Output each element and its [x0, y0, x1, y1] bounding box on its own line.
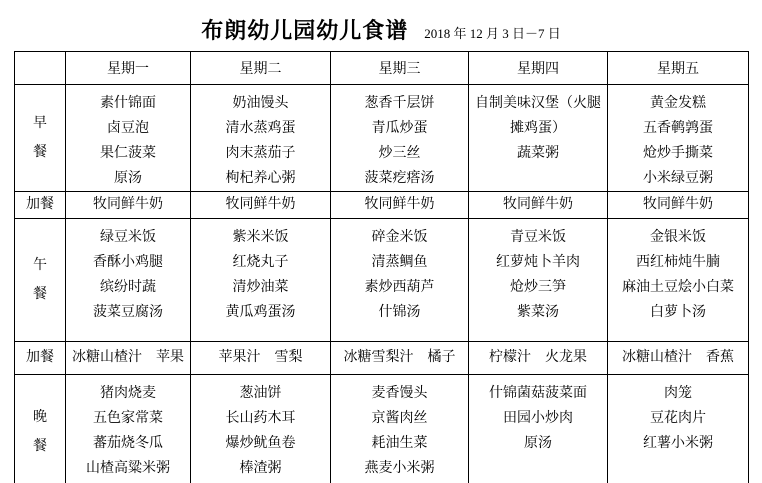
corner-cell — [15, 52, 66, 85]
dish-line: 牧同鲜牛奶 — [503, 197, 573, 212]
dish-line: 清炒油菜 — [232, 280, 289, 295]
dish-line: 餐 — [33, 286, 47, 302]
dish-line: 紫米米饭 — [232, 230, 289, 245]
dish-line: 加餐 — [26, 197, 54, 212]
dish-line: 苹果汁 雪梨 — [218, 350, 303, 365]
dish-line: 晚 — [33, 409, 47, 425]
dish-line: 牧同鲜牛奶 — [643, 197, 713, 212]
dish-line: 冰糖山楂汁 苹果 — [72, 350, 184, 365]
dish-line: 长山药木耳 — [225, 411, 296, 426]
cell-breakfast-monday — [66, 85, 191, 192]
dish-line: 清蒸鲷鱼 — [371, 255, 428, 270]
dish-line: 枸杞养心粥 — [225, 171, 296, 186]
dish-line: 炝炒手撕菜 — [643, 146, 713, 161]
dish-line: 五色家常菜 — [93, 411, 163, 426]
dish-line: 餐 — [33, 144, 47, 160]
day-header-tuesday: 星期二 — [191, 52, 331, 85]
dish-line: 什锦菌菇菠菜面 — [489, 386, 587, 401]
dish-line: 红薯小米粥 — [643, 436, 713, 451]
dish-line: 什锦汤 — [378, 305, 421, 320]
dish-line: 原汤 — [114, 171, 142, 186]
dish-line: 菠菜豆腐汤 — [93, 305, 163, 320]
day-header-wednesday: 星期三 — [331, 52, 469, 85]
dish-line: 耗油生菜 — [371, 436, 428, 451]
cell-lunch-friday — [608, 219, 749, 342]
row-label-breakfast — [15, 85, 66, 192]
page-header — [0, 14, 762, 45]
breakfast-row — [15, 85, 749, 192]
cell-lunch-tuesday — [191, 219, 331, 342]
dish-line: 炒三丝 — [378, 146, 421, 161]
cell-breakfast-wednesday — [331, 85, 469, 192]
cell-snack2-tuesday — [191, 342, 331, 375]
dish-line: 牧同鲜牛奶 — [225, 197, 296, 212]
morning-snack-row — [15, 192, 749, 219]
dish-line: 红烧丸子 — [232, 255, 289, 270]
cell-snack1-monday — [66, 192, 191, 219]
dish-line: 餐 — [33, 438, 47, 454]
dinner-row — [15, 375, 749, 483]
dish-line: 田园小炒肉 — [503, 411, 573, 426]
row-label-lunch — [15, 219, 66, 342]
cell-breakfast-thursday — [469, 85, 608, 192]
dish-line: 柠檬汁 火龙果 — [489, 350, 587, 365]
dish-line: 午 — [33, 257, 47, 273]
dish-line: 卤豆泡 — [107, 121, 149, 136]
dish-line: 京酱肉丝 — [371, 411, 428, 426]
day-header-monday: 星期一 — [66, 52, 191, 85]
dish-line: 自制美味汉堡（火腿 — [475, 96, 601, 111]
dish-line: 蕃茄烧冬瓜 — [93, 436, 163, 451]
day-header-friday: 星期五 — [608, 52, 749, 85]
dish-line: 西红柿炖牛腩 — [636, 255, 720, 270]
dish-line: 冰糖山楂汁 香蕉 — [622, 350, 734, 365]
header-row — [15, 52, 749, 85]
dish-line: 牧同鲜牛奶 — [364, 197, 435, 212]
dish-line: 青豆米饭 — [510, 230, 566, 245]
dish-line: 五香鹌鹑蛋 — [643, 121, 713, 136]
row-label-snack-2 — [15, 342, 66, 375]
cell-lunch-wednesday — [331, 219, 469, 342]
cell-snack1-thursday — [469, 192, 608, 219]
dish-line: 小米绿豆粥 — [643, 171, 713, 186]
cell-dinner-tuesday — [191, 375, 331, 483]
dish-line: 绿豆米饭 — [100, 230, 156, 245]
cell-snack1-tuesday — [191, 192, 331, 219]
cell-snack2-monday — [66, 342, 191, 375]
dish-line: 金银米饭 — [650, 230, 706, 245]
page-title: 布朗幼儿园幼儿食谱 — [201, 18, 409, 43]
dish-line: 黄瓜鸡蛋汤 — [225, 305, 296, 320]
dish-line: 碎金米饭 — [371, 230, 428, 245]
dish-line: 燕麦小米粥 — [364, 461, 435, 476]
dish-line: 青瓜炒蛋 — [371, 121, 428, 136]
cell-lunch-monday — [66, 219, 191, 342]
cell-snack1-wednesday — [331, 192, 469, 219]
dish-line: 香酥小鸡腿 — [93, 255, 163, 270]
dish-line: 紫菜汤 — [517, 305, 559, 320]
cell-breakfast-friday — [608, 85, 749, 192]
dish-line: 肉笼 — [664, 386, 692, 401]
dish-line: 原汤 — [524, 436, 552, 451]
dish-line: 素什锦面 — [100, 96, 156, 111]
dish-line: 奶油馒头 — [232, 96, 289, 111]
dish-line: 炝炒三笋 — [510, 280, 566, 295]
dish-line: 缤纷时蔬 — [100, 280, 156, 295]
cell-snack2-thursday — [469, 342, 608, 375]
dish-line: 猪肉烧麦 — [100, 386, 156, 401]
day-header-thursday: 星期四 — [469, 52, 608, 85]
menu-table — [14, 51, 749, 483]
date-range: 2018 年 12 月 3 日－7 日 — [424, 26, 561, 41]
dish-line: 肉末蒸茄子 — [225, 146, 296, 161]
cell-lunch-thursday — [469, 219, 608, 342]
dish-line: 红萝炖卜羊肉 — [496, 255, 580, 270]
dish-line: 棒渣粥 — [239, 461, 282, 476]
cell-snack1-friday — [608, 192, 749, 219]
dish-line: 早 — [33, 115, 47, 131]
dish-line: 麻油土豆烩小白菜 — [622, 280, 734, 295]
dish-line: 麦香馒头 — [371, 386, 428, 401]
cell-breakfast-tuesday — [191, 85, 331, 192]
dish-line: 牧同鲜牛奶 — [93, 197, 163, 212]
cell-dinner-wednesday — [331, 375, 469, 483]
dish-line: 冰糖雪梨汁 橘子 — [343, 350, 456, 365]
dish-line: 黄金发糕 — [650, 96, 706, 111]
dish-line: 清水蒸鸡蛋 — [225, 121, 296, 136]
cell-snack2-friday — [608, 342, 749, 375]
dish-line: 果仁菠菜 — [100, 146, 156, 161]
cell-dinner-monday — [66, 375, 191, 483]
cell-dinner-friday — [608, 375, 749, 483]
dish-line: 加餐 — [26, 350, 54, 365]
dish-line: 摊鸡蛋） — [510, 121, 566, 136]
cell-snack2-wednesday — [331, 342, 469, 375]
lunch-row — [15, 219, 749, 342]
dish-line: 爆炒鱿鱼卷 — [225, 436, 296, 451]
dish-line: 豆花肉片 — [650, 411, 706, 426]
dish-line: 蔬菜粥 — [517, 146, 559, 161]
dish-line: 山楂高粱米粥 — [86, 461, 170, 476]
dish-line: 素炒西葫芦 — [364, 280, 435, 295]
cell-dinner-thursday — [469, 375, 608, 483]
dish-line: 葱香千层饼 — [364, 96, 435, 111]
dish-line: 菠菜疙瘩汤 — [364, 171, 435, 186]
afternoon-snack-row — [15, 342, 749, 375]
row-label-snack-1 — [15, 192, 66, 219]
dish-line: 白萝卜汤 — [650, 305, 706, 320]
dish-line: 葱油饼 — [239, 386, 282, 401]
row-label-dinner — [15, 375, 66, 483]
